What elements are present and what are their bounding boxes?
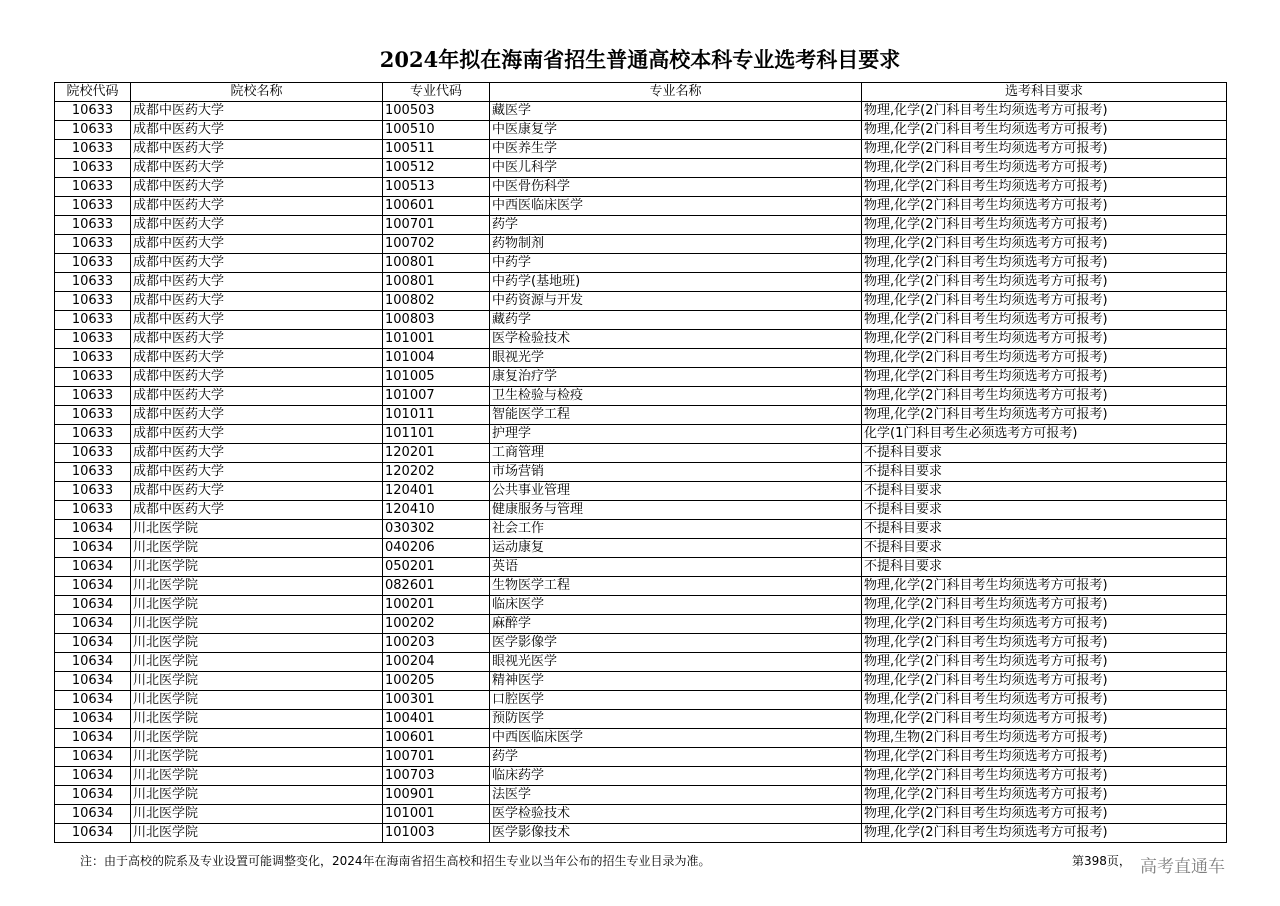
table-row <box>55 197 1227 216</box>
school-name-cell: 成都中医药大学 <box>131 311 383 330</box>
school-name-cell: 川北医学院 <box>131 672 383 691</box>
major-name-cell: 中医养生学 <box>490 140 862 159</box>
major-code-cell: 120410 <box>383 501 490 520</box>
major-code-cell: 100801 <box>383 273 490 292</box>
table-row <box>55 406 1227 425</box>
table-row <box>55 463 1227 482</box>
major-name-cell: 眼视光医学 <box>490 653 862 672</box>
table-row <box>55 121 1227 140</box>
school-code-cell: 10633 <box>55 197 131 216</box>
school-name-cell: 成都中医药大学 <box>131 482 383 501</box>
major-name-cell: 中西医临床医学 <box>490 729 862 748</box>
school-name-cell: 川北医学院 <box>131 729 383 748</box>
school-name-cell: 成都中医药大学 <box>131 292 383 311</box>
table-row <box>55 653 1227 672</box>
footnote: 注：由于高校的院系及专业设置可能调整变化，2024年在海南省招生高校和招生专业以当年公布的招生专业目录为准。 <box>80 854 711 868</box>
subject-requirement-cell: 物理,化学(2门科目考生均须选考方可报考) <box>862 691 1227 710</box>
major-name-cell: 康复治疗学 <box>490 368 862 387</box>
major-name-cell: 临床医学 <box>490 596 862 615</box>
major-name-cell: 口腔医学 <box>490 691 862 710</box>
table-row <box>55 672 1227 691</box>
header-school-name: 院校名称 <box>131 83 383 102</box>
subject-requirement-cell: 不提科目要求 <box>862 558 1227 577</box>
table-row <box>55 691 1227 710</box>
major-name-cell: 预防医学 <box>490 710 862 729</box>
major-name-cell: 运动康复 <box>490 539 862 558</box>
major-name-cell: 中药学(基地班) <box>490 273 862 292</box>
subject-requirement-cell: 物理,化学(2门科目考生均须选考方可报考) <box>862 140 1227 159</box>
subject-requirement-cell: 不提科目要求 <box>862 520 1227 539</box>
major-name-cell: 医学影像学 <box>490 634 862 653</box>
table-row <box>55 254 1227 273</box>
major-name-cell: 医学检验技术 <box>490 805 862 824</box>
table-row <box>55 368 1227 387</box>
major-code-cell: 100401 <box>383 710 490 729</box>
subject-requirement-cell: 物理,化学(2门科目考生均须选考方可报考) <box>862 121 1227 140</box>
major-name-cell: 法医学 <box>490 786 862 805</box>
table-row <box>55 311 1227 330</box>
major-code-cell: 050201 <box>383 558 490 577</box>
table-row <box>55 235 1227 254</box>
major-code-cell: 100511 <box>383 140 490 159</box>
school-name-cell: 成都中医药大学 <box>131 254 383 273</box>
major-code-cell: 100201 <box>383 596 490 615</box>
subject-requirement-cell: 不提科目要求 <box>862 444 1227 463</box>
school-code-cell: 10634 <box>55 596 131 615</box>
major-code-cell: 100702 <box>383 235 490 254</box>
school-name-cell: 成都中医药大学 <box>131 406 383 425</box>
table-row <box>55 330 1227 349</box>
major-code-cell: 082601 <box>383 577 490 596</box>
subject-requirement-cell: 物理,化学(2门科目考生均须选考方可报考) <box>862 178 1227 197</box>
major-name-cell: 临床药学 <box>490 767 862 786</box>
school-code-cell: 10634 <box>55 539 131 558</box>
table-row <box>55 824 1227 843</box>
subject-requirement-cell: 物理,化学(2门科目考生均须选考方可报考) <box>862 254 1227 273</box>
major-name-cell: 中药资源与开发 <box>490 292 862 311</box>
major-name-cell: 中医骨伤科学 <box>490 178 862 197</box>
subject-requirement-cell: 不提科目要求 <box>862 482 1227 501</box>
school-code-cell: 10633 <box>55 501 131 520</box>
major-name-cell: 社会工作 <box>490 520 862 539</box>
major-code-cell: 101001 <box>383 805 490 824</box>
subject-requirement-cell: 物理,化学(2门科目考生均须选考方可报考) <box>862 387 1227 406</box>
major-code-cell: 100801 <box>383 254 490 273</box>
school-code-cell: 10633 <box>55 121 131 140</box>
major-code-cell: 040206 <box>383 539 490 558</box>
major-code-cell: 100204 <box>383 653 490 672</box>
school-code-cell: 10633 <box>55 140 131 159</box>
major-name-cell: 工商管理 <box>490 444 862 463</box>
table-row <box>55 615 1227 634</box>
school-code-cell: 10633 <box>55 406 131 425</box>
school-name-cell: 成都中医药大学 <box>131 178 383 197</box>
table-body <box>55 102 1227 843</box>
table-row <box>55 805 1227 824</box>
major-code-cell: 100701 <box>383 748 490 767</box>
table-row <box>55 292 1227 311</box>
school-name-cell: 川北医学院 <box>131 634 383 653</box>
subject-requirement-cell: 物理,化学(2门科目考生均须选考方可报考) <box>862 596 1227 615</box>
school-code-cell: 10634 <box>55 615 131 634</box>
school-code-cell: 10633 <box>55 425 131 444</box>
table-row <box>55 539 1227 558</box>
requirements-table <box>54 82 1227 843</box>
school-code-cell: 10633 <box>55 349 131 368</box>
major-name-cell: 药物制剂 <box>490 235 862 254</box>
school-code-cell: 10634 <box>55 577 131 596</box>
major-name-cell: 医学检验技术 <box>490 330 862 349</box>
table-row <box>55 482 1227 501</box>
subject-requirement-cell: 物理,化学(2门科目考生均须选考方可报考) <box>862 672 1227 691</box>
watermark: 高考直通车 <box>1140 857 1225 877</box>
subject-requirement-cell: 物理,化学(2门科目考生均须选考方可报考) <box>862 748 1227 767</box>
school-code-cell: 10634 <box>55 824 131 843</box>
school-code-cell: 10633 <box>55 235 131 254</box>
school-code-cell: 10633 <box>55 482 131 501</box>
school-code-cell: 10633 <box>55 387 131 406</box>
table-row <box>55 520 1227 539</box>
major-code-cell: 101101 <box>383 425 490 444</box>
subject-requirement-cell: 物理,化学(2门科目考生均须选考方可报考) <box>862 615 1227 634</box>
major-code-cell: 120401 <box>383 482 490 501</box>
major-name-cell: 药学 <box>490 216 862 235</box>
table-row <box>55 102 1227 121</box>
school-name-cell: 成都中医药大学 <box>131 501 383 520</box>
school-code-cell: 10633 <box>55 311 131 330</box>
school-name-cell: 川北医学院 <box>131 786 383 805</box>
school-name-cell: 川北医学院 <box>131 577 383 596</box>
table-row <box>55 178 1227 197</box>
major-code-cell: 100601 <box>383 729 490 748</box>
school-code-cell: 10633 <box>55 292 131 311</box>
school-code-cell: 10634 <box>55 748 131 767</box>
major-code-cell: 101001 <box>383 330 490 349</box>
subject-requirement-cell: 物理,化学(2门科目考生均须选考方可报考) <box>862 368 1227 387</box>
subject-requirement-cell: 不提科目要求 <box>862 463 1227 482</box>
subject-requirement-cell: 物理,化学(2门科目考生均须选考方可报考) <box>862 824 1227 843</box>
page-title: 2024年拟在海南省招生普通高校本科专业选考科目要求 <box>379 47 901 72</box>
school-name-cell: 川北医学院 <box>131 615 383 634</box>
table-row <box>55 577 1227 596</box>
major-code-cell: 101003 <box>383 824 490 843</box>
school-name-cell: 川北医学院 <box>131 805 383 824</box>
major-name-cell: 卫生检验与检疫 <box>490 387 862 406</box>
subject-requirement-cell: 物理,化学(2门科目考生均须选考方可报考) <box>862 292 1227 311</box>
major-code-cell: 120202 <box>383 463 490 482</box>
subject-requirement-cell: 不提科目要求 <box>862 501 1227 520</box>
major-code-cell: 100301 <box>383 691 490 710</box>
major-name-cell: 公共事业管理 <box>490 482 862 501</box>
major-code-cell: 100802 <box>383 292 490 311</box>
table-row <box>55 387 1227 406</box>
major-name-cell: 中医儿科学 <box>490 159 862 178</box>
subject-requirement-cell: 物理,化学(2门科目考生均须选考方可报考) <box>862 653 1227 672</box>
school-name-cell: 成都中医药大学 <box>131 159 383 178</box>
subject-requirement-cell: 物理,化学(2门科目考生均须选考方可报考) <box>862 102 1227 121</box>
school-name-cell: 川北医学院 <box>131 767 383 786</box>
major-code-cell: 100803 <box>383 311 490 330</box>
subject-requirement-cell: 物理,化学(2门科目考生均须选考方可报考) <box>862 311 1227 330</box>
major-code-cell: 100503 <box>383 102 490 121</box>
school-code-cell: 10634 <box>55 672 131 691</box>
major-code-cell: 100205 <box>383 672 490 691</box>
table-row <box>55 596 1227 615</box>
school-name-cell: 川北医学院 <box>131 824 383 843</box>
school-name-cell: 成都中医药大学 <box>131 387 383 406</box>
subject-requirement-cell: 化学(1门科目考生必须选考方可报考) <box>862 425 1227 444</box>
school-name-cell: 成都中医药大学 <box>131 216 383 235</box>
table-row <box>55 349 1227 368</box>
school-code-cell: 10633 <box>55 273 131 292</box>
school-name-cell: 成都中医药大学 <box>131 368 383 387</box>
header-subject-requirement: 选考科目要求 <box>862 83 1227 102</box>
school-name-cell: 成都中医药大学 <box>131 102 383 121</box>
subject-requirement-cell: 不提科目要求 <box>862 539 1227 558</box>
major-code-cell: 100703 <box>383 767 490 786</box>
school-name-cell: 成都中医药大学 <box>131 235 383 254</box>
subject-requirement-cell: 物理,化学(2门科目考生均须选考方可报考) <box>862 767 1227 786</box>
major-name-cell: 麻醉学 <box>490 615 862 634</box>
major-name-cell: 医学影像技术 <box>490 824 862 843</box>
table-row <box>55 729 1227 748</box>
school-name-cell: 川北医学院 <box>131 539 383 558</box>
school-name-cell: 成都中医药大学 <box>131 444 383 463</box>
major-code-cell: 101007 <box>383 387 490 406</box>
school-code-cell: 10634 <box>55 520 131 539</box>
header-major-code: 专业代码 <box>383 83 490 102</box>
school-code-cell: 10634 <box>55 558 131 577</box>
subject-requirement-cell: 物理,化学(2门科目考生均须选考方可报考) <box>862 786 1227 805</box>
school-name-cell: 川北医学院 <box>131 596 383 615</box>
table-row <box>55 558 1227 577</box>
school-name-cell: 川北医学院 <box>131 691 383 710</box>
school-code-cell: 10633 <box>55 159 131 178</box>
school-name-cell: 成都中医药大学 <box>131 330 383 349</box>
subject-requirement-cell: 物理,化学(2门科目考生均须选考方可报考) <box>862 235 1227 254</box>
major-name-cell: 市场营销 <box>490 463 862 482</box>
subject-requirement-cell: 物理,化学(2门科目考生均须选考方可报考) <box>862 805 1227 824</box>
school-name-cell: 成都中医药大学 <box>131 273 383 292</box>
subject-requirement-cell: 物理,化学(2门科目考生均须选考方可报考) <box>862 216 1227 235</box>
table-row <box>55 159 1227 178</box>
school-name-cell: 成都中医药大学 <box>131 463 383 482</box>
major-code-cell: 101011 <box>383 406 490 425</box>
subject-requirement-cell: 物理,化学(2门科目考生均须选考方可报考) <box>862 406 1227 425</box>
school-code-cell: 10634 <box>55 691 131 710</box>
major-name-cell: 精神医学 <box>490 672 862 691</box>
table-row <box>55 501 1227 520</box>
school-name-cell: 川北医学院 <box>131 558 383 577</box>
school-name-cell: 川北医学院 <box>131 653 383 672</box>
school-code-cell: 10633 <box>55 254 131 273</box>
school-name-cell: 川北医学院 <box>131 710 383 729</box>
major-name-cell: 中西医临床医学 <box>490 197 862 216</box>
school-code-cell: 10634 <box>55 729 131 748</box>
major-code-cell: 100513 <box>383 178 490 197</box>
table-row <box>55 425 1227 444</box>
major-code-cell: 100510 <box>383 121 490 140</box>
major-code-cell: 100901 <box>383 786 490 805</box>
table-row <box>55 786 1227 805</box>
major-name-cell: 英语 <box>490 558 862 577</box>
school-code-cell: 10633 <box>55 178 131 197</box>
school-name-cell: 成都中医药大学 <box>131 140 383 159</box>
major-code-cell: 100601 <box>383 197 490 216</box>
school-code-cell: 10634 <box>55 767 131 786</box>
major-name-cell: 藏药学 <box>490 311 862 330</box>
subject-requirement-cell: 物理,生物(2门科目考生均须选考方可报考) <box>862 729 1227 748</box>
school-code-cell: 10633 <box>55 102 131 121</box>
school-code-cell: 10633 <box>55 368 131 387</box>
school-code-cell: 10634 <box>55 653 131 672</box>
major-name-cell: 中医康复学 <box>490 121 862 140</box>
school-name-cell: 川北医学院 <box>131 520 383 539</box>
subject-requirement-cell: 物理,化学(2门科目考生均须选考方可报考) <box>862 197 1227 216</box>
subject-requirement-cell: 物理,化学(2门科目考生均须选考方可报考) <box>862 577 1227 596</box>
major-code-cell: 100512 <box>383 159 490 178</box>
major-name-cell: 药学 <box>490 748 862 767</box>
major-name-cell: 眼视光学 <box>490 349 862 368</box>
table-row <box>55 444 1227 463</box>
table-row <box>55 767 1227 786</box>
header-major-name: 专业名称 <box>490 83 862 102</box>
school-name-cell: 成都中医药大学 <box>131 121 383 140</box>
table-row <box>55 710 1227 729</box>
school-name-cell: 川北医学院 <box>131 748 383 767</box>
table-row <box>55 748 1227 767</box>
subject-requirement-cell: 物理,化学(2门科目考生均须选考方可报考) <box>862 273 1227 292</box>
school-code-cell: 10633 <box>55 330 131 349</box>
major-name-cell: 藏医学 <box>490 102 862 121</box>
school-name-cell: 成都中医药大学 <box>131 197 383 216</box>
school-code-cell: 10633 <box>55 216 131 235</box>
school-name-cell: 成都中医药大学 <box>131 425 383 444</box>
major-code-cell: 100203 <box>383 634 490 653</box>
major-code-cell: 101005 <box>383 368 490 387</box>
header-school-code: 院校代码 <box>55 83 131 102</box>
page-number: 第398页， <box>1072 854 1131 868</box>
school-code-cell: 10634 <box>55 805 131 824</box>
school-code-cell: 10633 <box>55 463 131 482</box>
major-code-cell: 101004 <box>383 349 490 368</box>
subject-requirement-cell: 物理,化学(2门科目考生均须选考方可报考) <box>862 349 1227 368</box>
table-row <box>55 140 1227 159</box>
school-code-cell: 10634 <box>55 786 131 805</box>
subject-requirement-cell: 物理,化学(2门科目考生均须选考方可报考) <box>862 710 1227 729</box>
table-row <box>55 634 1227 653</box>
school-code-cell: 10633 <box>55 444 131 463</box>
major-code-cell: 120201 <box>383 444 490 463</box>
subject-requirement-cell: 物理,化学(2门科目考生均须选考方可报考) <box>862 159 1227 178</box>
major-name-cell: 智能医学工程 <box>490 406 862 425</box>
subject-requirement-cell: 物理,化学(2门科目考生均须选考方可报考) <box>862 634 1227 653</box>
major-name-cell: 中药学 <box>490 254 862 273</box>
school-code-cell: 10634 <box>55 634 131 653</box>
table-row <box>55 216 1227 235</box>
subject-requirement-cell: 物理,化学(2门科目考生均须选考方可报考) <box>862 330 1227 349</box>
school-name-cell: 成都中医药大学 <box>131 349 383 368</box>
major-code-cell: 030302 <box>383 520 490 539</box>
major-code-cell: 100701 <box>383 216 490 235</box>
table-header-row <box>55 83 1227 102</box>
major-name-cell: 护理学 <box>490 425 862 444</box>
major-name-cell: 健康服务与管理 <box>490 501 862 520</box>
major-name-cell: 生物医学工程 <box>490 577 862 596</box>
school-code-cell: 10634 <box>55 710 131 729</box>
table-row <box>55 273 1227 292</box>
major-code-cell: 100202 <box>383 615 490 634</box>
